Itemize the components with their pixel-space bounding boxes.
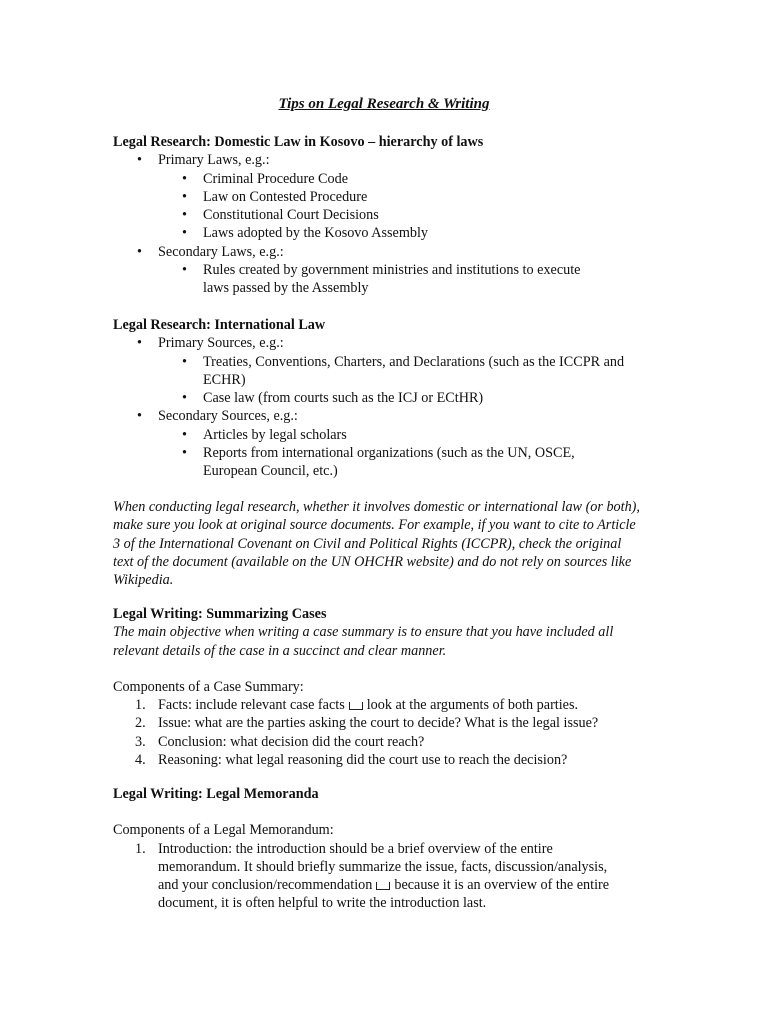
- research-note: When conducting legal research, whether it involves domestic or international law (or both), make sure you look at original source documents. For example, if you want to cite to Article 3 of the International Covenant on Civil and Political Rights (ICCPR), check the original text of the document (available on the UN OHCHR website) and do not rely on sources like Wikipedia.: [113, 499, 640, 589]
- list-item: • Constitutional Court Decisions: [113, 206, 658, 224]
- list-item: 2. Issue: what are the parties asking the court to decide? What is the legal issue?: [135, 715, 599, 732]
- components-label: Components of a Case Summary:: [113, 678, 304, 695]
- domestic-law-section: [113, 133, 658, 298]
- document-title: Tips on Legal Research & Writing: [278, 96, 490, 112]
- list-item: 1. Facts: include relevant case facts look at the arguments of both parties.: [135, 697, 579, 714]
- list-item: • Secondary Laws, e.g.: • Rules created by government ministries and institutions to execute laws passed by the Assembly: [113, 243, 658, 298]
- list-item: • Reports from international organizations (such as the UN, OSCE, European Council, etc.): [113, 444, 608, 481]
- list-item: • Law on Contested Procedure: [113, 188, 658, 206]
- list-item: • Primary Laws, e.g.: • Criminal Procedure Code • Law on Contested Procedure • Constitutional Court Decisions • Laws adopted by the Kosovo Assembly: [113, 151, 658, 242]
- section-heading: Legal Writing: Legal Memoranda: [113, 786, 319, 802]
- list-item: • Rules created by government ministries and institutions to execute laws passed by the Assembly: [113, 261, 598, 298]
- case-summary-section: [113, 605, 658, 769]
- list-item: • Primary Sources, e.g.: • Treaties, Conventions, Charters, and Declarations (such as the ICCPR and ECHR) • Case law (from courts such as the ICJ or ECtHR): [113, 334, 658, 407]
- list-item: • Criminal Procedure Code: [113, 170, 658, 188]
- list-item: 3. Conclusion: what decision did the court reach?: [135, 733, 425, 750]
- list-item: • Treaties, Conventions, Charters, and Declarations (such as the ICCPR and ECHR): [113, 353, 658, 390]
- omission-glyph: [376, 882, 390, 890]
- section-intro: The main objective when writing a case summary is to ensure that you have included all relevant details of the case in a succinct and clear manner.: [113, 624, 614, 659]
- section-heading: Legal Research: Domestic Law in Kosovo – hierarchy of laws: [113, 134, 484, 150]
- list-item: 1. Introduction: the introduction should be a brief overview of the entire memorandum. It should briefly summarize the issue, facts, discussion/analysis, and your conclusion/recommendation because it is an overview of the entire document, it is often helpful to write the introduction last.: [135, 840, 610, 912]
- legal-memoranda-section: [113, 785, 658, 913]
- omission-glyph: [349, 702, 363, 710]
- list-item: 4. Reasoning: what legal reasoning did the court use to reach the decision?: [135, 752, 568, 769]
- section-heading: Legal Writing: Summarizing Cases: [113, 606, 327, 622]
- international-law-section: [113, 316, 658, 481]
- list-item: • Laws adopted by the Kosovo Assembly: [113, 224, 658, 242]
- components-label: Components of a Legal Memorandum:: [113, 822, 334, 839]
- list-item: • Secondary Sources, e.g.: • Articles by legal scholars • Reports from international organizations (such as the UN, OSCE, European Council, etc.): [113, 407, 658, 480]
- section-heading: Legal Research: International Law: [113, 317, 326, 333]
- list-item: • Articles by legal scholars: [113, 426, 608, 444]
- list-item: • Case law (from courts such as the ICJ or ECtHR): [113, 389, 658, 407]
